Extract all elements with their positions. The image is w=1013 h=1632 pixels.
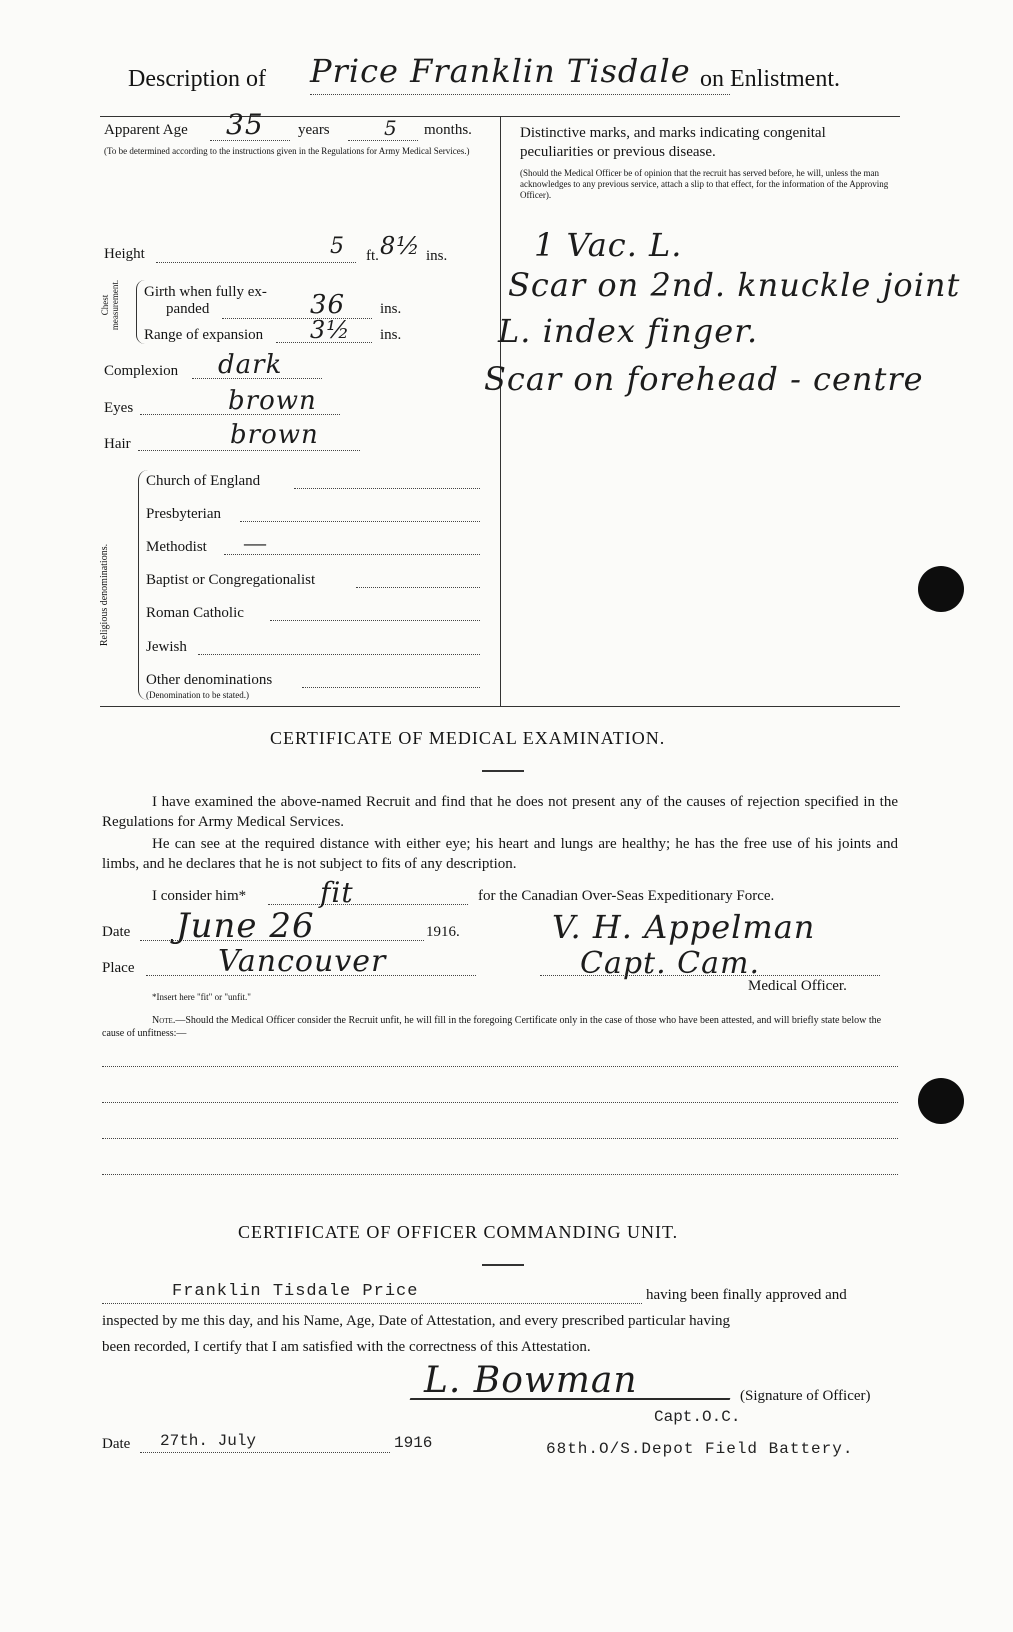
chest-measurement-label: Chest measurement. — [100, 279, 120, 331]
methodist-mark: — — [244, 530, 266, 555]
eyes-value: brown — [228, 386, 317, 416]
height-line — [156, 262, 356, 263]
medical-officer-label: Medical Officer. — [748, 978, 847, 994]
commanding-signature-stroke — [410, 1398, 731, 1400]
commanding-certificate-title: CERTIFICATE OF OFFICER COMMANDING UNIT. — [238, 1222, 679, 1242]
height-ins-label: ins. — [426, 248, 448, 264]
distinctive-marks-title: Distinctive marks, and marks indicating congenital peculiarities or previous disease. — [520, 125, 826, 160]
commanding-name-line — [102, 1303, 642, 1304]
medical-title-rule — [482, 770, 524, 772]
hair-value: brown — [230, 420, 319, 450]
commanding-title-rule — [482, 1264, 524, 1266]
medical-para-1: I have examined the above-named Recruit and find that he does not present any of the causes of rejection specified in the Regulations for Army Medical Services. — [102, 794, 898, 830]
religion-church-of-england: Church of England — [146, 473, 261, 489]
commanding-line-1-tail: having been finally approved and — [646, 1287, 847, 1303]
age-years-value: 35 — [226, 108, 264, 141]
height-label: Height — [104, 246, 145, 262]
unfit-line-1 — [102, 1066, 898, 1067]
recruit-name-handwritten: Price Franklin Tisdale — [310, 52, 691, 90]
name-line — [310, 94, 730, 95]
medical-para-2: He can see at the required distance with either eye; his heart and lungs are healthy; he has the free use of his joints and limbs, and he declares that he is not subject to fits of any description. — [102, 836, 898, 872]
mark-4: Scar on forehead - centre — [484, 360, 924, 398]
age-note: (To be determined according to the instructions given in the Regulations for Army Medical Services.) — [104, 146, 470, 156]
height-ft-value: 5 — [330, 234, 345, 259]
girth-value: 36 — [310, 290, 346, 320]
religion-line-4 — [356, 587, 480, 588]
range-unit: ins. — [380, 327, 402, 343]
mark-1: 1 Vac. L. — [534, 226, 683, 264]
bottom-rule — [100, 706, 900, 707]
note-text: —Should the Medical Officer consider the Recruit unfit, he will fill in the foregoing Certificate only in the case of those who have been attested, and will briefly state below the cause of unfitness:— — [102, 1015, 882, 1039]
medical-date-value: June 26 — [176, 906, 315, 946]
consider-line — [268, 904, 468, 905]
insert-note: *Insert here "fit" or "unfit." — [152, 992, 251, 1002]
religion-line-6 — [198, 654, 480, 655]
place-label: Place — [102, 960, 135, 976]
range-value: 3½ — [310, 316, 351, 344]
medical-year: 1916. — [426, 924, 460, 940]
medical-officer-signature: V. H. Appelman — [552, 908, 816, 946]
girth-unit: ins. — [380, 301, 402, 317]
commanding-year: 1916 — [394, 1434, 433, 1452]
commanding-unit: 68th.O/S.Depot Field Battery. — [546, 1440, 854, 1458]
years-label: years — [298, 122, 330, 138]
religion-other: Other denominations — [146, 672, 273, 688]
religion-presbyterian: Presbyterian — [146, 506, 221, 522]
complexion-label: Complexion — [104, 363, 179, 379]
religion-line-2 — [240, 521, 480, 522]
medical-certificate-title: CERTIFICATE OF MEDICAL EXAMINATION. — [270, 728, 666, 748]
unfit-line-2 — [102, 1102, 898, 1103]
commanding-date-label: Date — [102, 1436, 131, 1452]
commanding-recruit-name: Franklin Tisdale Price — [172, 1282, 419, 1301]
range-label: Range of expansion — [144, 327, 264, 343]
girth-label-2: panded — [166, 301, 210, 317]
months-label: months. — [424, 122, 472, 138]
age-months-line — [348, 140, 418, 141]
header-suffix: on Enlistment. — [700, 66, 840, 92]
age-years-line — [210, 140, 290, 141]
religion-methodist: Methodist — [146, 539, 207, 555]
unfit-line-3 — [102, 1138, 898, 1139]
unfit-line-4 — [102, 1174, 898, 1175]
punch-hole-bottom — [918, 1078, 964, 1124]
medical-officer-rank-signature: Capt. Cam. — [580, 946, 760, 981]
unfit-note — [102, 1014, 898, 1040]
age-months-value: 5 — [384, 116, 398, 140]
religion-line-7 — [302, 687, 480, 688]
hair-label: Hair — [104, 436, 131, 452]
complexion-value: dark — [218, 350, 283, 380]
header-prefix: Description of — [128, 66, 266, 92]
religion-roman-catholic: Roman Catholic — [146, 605, 244, 621]
commanding-rank: Capt.O.C. — [654, 1408, 741, 1426]
distinctive-marks-note: (Should the Medical Officer be of opinion that the recruit has served before, he will, unless the man acknowledges to any previous service, attach a slip to that effect, for the information of the Approving Officer). — [520, 168, 889, 200]
commanding-date-line — [140, 1452, 390, 1453]
religious-denominations-label: Religious denominations. — [99, 543, 110, 647]
consider-value: fit — [320, 876, 354, 909]
medical-date-label: Date — [102, 924, 131, 940]
signature-of-officer-label: (Signature of Officer) — [740, 1388, 871, 1404]
girth-label-1: Girth when fully ex- — [144, 284, 267, 300]
mark-2: Scar on 2nd. knuckle joint — [508, 266, 961, 304]
age-label: Apparent Age — [104, 122, 188, 138]
center-divider — [500, 116, 501, 706]
religion-line-5 — [270, 620, 480, 621]
denomination-note: (Denomination to be stated.) — [146, 690, 249, 700]
religion-baptist: Baptist or Congregationalist — [146, 572, 316, 588]
commanding-line-3: been recorded, I certify that I am satisfied with the correctness of this Attestation. — [102, 1339, 591, 1355]
note-label: Note. — [152, 1015, 176, 1026]
ft-label: ft. — [366, 248, 379, 264]
punch-hole-top — [918, 566, 964, 612]
commanding-date-value: 27th. July — [160, 1432, 257, 1450]
commanding-officer-signature: L. Bowman — [424, 1360, 638, 1401]
consider-label: I consider him* — [152, 888, 247, 904]
age-row — [104, 122, 188, 139]
medical-officer-line — [540, 975, 880, 976]
religion-line-3 — [224, 554, 480, 555]
eyes-label: Eyes — [104, 400, 134, 416]
place-value: Vancouver — [218, 944, 387, 979]
religion-jewish: Jewish — [146, 639, 187, 655]
height-in-value: 8½ — [380, 232, 421, 260]
religion-line-1 — [294, 488, 480, 489]
mark-3: L. index finger. — [498, 312, 759, 350]
hair-line — [138, 450, 360, 451]
commanding-line-2: inspected by me this day, and his Name, Age, Date of Attestation, and every prescribed particular having — [102, 1313, 731, 1329]
force-label: for the Canadian Over-Seas Expeditionary Force. — [478, 888, 775, 904]
